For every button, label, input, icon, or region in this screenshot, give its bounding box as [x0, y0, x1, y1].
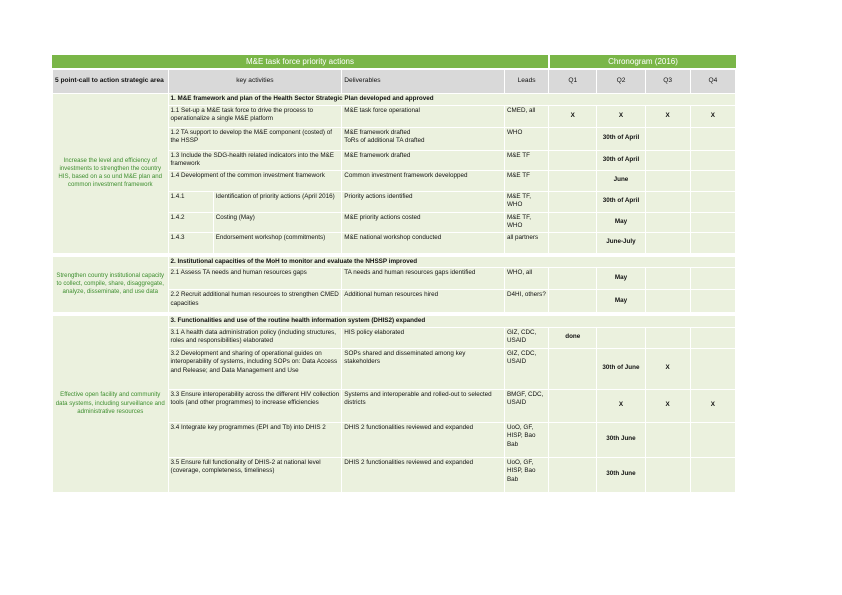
activity-cell: 1.4 Development of the common investment framework — [169, 171, 342, 191]
q1-cell — [549, 192, 596, 212]
header-row — [53, 70, 735, 93]
title-priority-actions: M&E task force priority actions — [52, 55, 548, 68]
q1-cell — [549, 268, 596, 289]
leads-cell: M&E TF — [505, 171, 548, 191]
strategic-area: Increase the level and efficiency of investments to strengthen the country HIS, based on a so und M&E plan and common investment framework — [53, 94, 168, 253]
header-q2: Q2 — [597, 70, 644, 93]
q1-cell — [549, 349, 596, 389]
leads-cell: CMED, all — [505, 106, 548, 127]
q4-cell — [691, 233, 735, 253]
q3-cell — [646, 458, 690, 492]
activity-cell: 3.2 Development and sharing of operational guides on interoperability of systems, including SOPs on: Data Access and Release; and Data Management and Use — [169, 349, 342, 389]
deliverable-cell: Additional human resources hired — [342, 290, 504, 312]
group-gap — [53, 254, 735, 256]
q3-cell — [646, 290, 690, 312]
header-q3: Q3 — [646, 70, 690, 93]
activity-cell: 3.5 Ensure full functionality of DHIS-2 at national level (coverage, completeness, timeliness) — [169, 458, 342, 492]
section-row — [53, 257, 735, 268]
deliverable-cell: Common investment framework developped — [342, 171, 504, 191]
q3-cell — [646, 213, 690, 232]
strategic-area: Strengthen country institutional capacity to collect, compile, share, disaggregate, analyze, disseminate, and use data — [53, 257, 168, 313]
leads-cell: WHO, all — [505, 268, 548, 289]
group-gap-cell — [53, 254, 735, 256]
q2-cell: X — [597, 390, 644, 422]
leads-cell: WHO — [505, 128, 548, 150]
activity-cell: 3.4 Integrate key programmes (EPI and Tb) into DHIS 2 — [169, 423, 342, 457]
activity-cell: 3.1 A health data administration policy (including structures, roles and responsibilities) elaborated — [169, 328, 342, 348]
q4-cell — [691, 423, 735, 457]
sub-activity-number: 1.4.3 — [169, 233, 213, 253]
q2-cell: May — [597, 213, 644, 232]
deliverable-cell: M&E framework drafted — [342, 151, 504, 170]
deliverable-cell: DHIS 2 functionalities reviewed and expanded — [342, 423, 504, 457]
leads-cell: GIZ, CDC, USAID — [505, 328, 548, 348]
q3-cell — [646, 171, 690, 191]
q2-cell: 30th of June — [597, 349, 644, 389]
leads-cell: all partners — [505, 233, 548, 253]
q2-cell — [597, 328, 644, 348]
activity-cell: 2.2 Recruit additional human resources to strengthen CMED capacities — [169, 290, 342, 312]
q2-cell: 30th of April — [597, 151, 644, 170]
leads-cell: M&E TF — [505, 151, 548, 170]
activity-cell: 1.3 Include the SDG-health related indicators into the M&E framework — [169, 151, 342, 170]
header-area: 5 point-call to action strategic area — [53, 70, 168, 93]
section-title: 3. Functionalities and use of the routine health information system (DHIS2) expanded — [169, 316, 736, 327]
sub-activity-number: 1.4.2 — [169, 213, 213, 232]
leads-cell: GIZ, CDC, USAID — [505, 349, 548, 389]
q3-cell — [646, 328, 690, 348]
leads-cell: D4HI, others? — [505, 290, 548, 312]
q4-cell — [691, 328, 735, 348]
q1-cell — [549, 290, 596, 312]
q1-cell — [549, 213, 596, 232]
q3-cell — [646, 192, 690, 212]
group-gap-cell — [53, 313, 735, 315]
q1-cell — [549, 171, 596, 191]
activity-cell: Endorsement workshop (commitments) — [214, 233, 342, 253]
q4-cell — [691, 349, 735, 389]
deliverable-cell: TA needs and human resources gaps identified — [342, 268, 504, 289]
q2-cell: May — [597, 290, 644, 312]
activity-cell: 3.3 Ensure interoperability across the different HIV collection tools (and other programmes) to increase efficiencies — [169, 390, 342, 422]
activity-cell: 1.2 TA support to develop the M&E component (costed) of the HSSP — [169, 128, 342, 150]
deliverable-cell: HIS policy elaborated — [342, 328, 504, 348]
q2-cell: 30th June — [597, 458, 644, 492]
section-row — [53, 316, 735, 327]
q1-cell — [549, 233, 596, 253]
q1-cell — [549, 423, 596, 457]
q4-cell — [691, 213, 735, 232]
deliverable-cell: M&E national workshop conducted — [342, 233, 504, 253]
q3-cell — [646, 233, 690, 253]
header-leads: Leads — [505, 70, 548, 93]
q4-cell — [691, 268, 735, 289]
q4-cell — [691, 171, 735, 191]
leads-cell: M&E TF, WHO — [505, 213, 548, 232]
header-activities: key activities — [169, 70, 342, 93]
activity-cell: Identification of priority actions (April 2016) — [214, 192, 342, 212]
header-q1: Q1 — [549, 70, 596, 93]
strategic-area: Effective open facility and community data systems, including surveillance and administrative resources — [53, 316, 168, 492]
header-q4: Q4 — [691, 70, 735, 93]
q2-cell: 30th of April — [597, 128, 644, 150]
leads-cell: UoO, GF, HISP, Bao Bab — [505, 423, 548, 457]
section-title: 2. Institutional capacities of the MoH to monitor and evaluate the NHSSP improved — [169, 257, 736, 268]
deliverable-cell: DHIS 2 functionalities reviewed and expanded — [342, 458, 504, 492]
header-deliverables: Deliverables — [342, 70, 504, 93]
section-row — [53, 94, 735, 105]
actions-table — [52, 69, 736, 493]
deliverable-cell: M&E task force operational — [342, 106, 504, 127]
q3-cell — [646, 423, 690, 457]
q1-cell — [549, 151, 596, 170]
q2-cell: June-July — [597, 233, 644, 253]
section-title: 1. M&E framework and plan of the Health Sector Strategic Plan developed and approved — [169, 94, 736, 105]
q2-cell: June — [597, 171, 644, 191]
sub-activity-number: 1.4.1 — [169, 192, 213, 212]
q3-cell: X — [646, 106, 690, 127]
q2-cell: 30th June — [597, 423, 644, 457]
title-chronogram: Chronogram (2016) — [550, 55, 736, 68]
q4-cell — [691, 192, 735, 212]
leads-cell: BMGF, CDC, USAID — [505, 390, 548, 422]
q4-cell — [691, 128, 735, 150]
q4-cell — [691, 290, 735, 312]
activity-cell: 1.1 Set-up a M&E task force to drive the process to operationalize a single M&E platform — [169, 106, 342, 127]
q3-cell — [646, 151, 690, 170]
deliverable-cell: SOPs shared and disseminated among key stakeholders — [342, 349, 504, 389]
q1-cell — [549, 458, 596, 492]
deliverable-cell: M&E priority actions costed — [342, 213, 504, 232]
activity-cell: Costing (May) — [214, 213, 342, 232]
q1-cell: done — [549, 328, 596, 348]
q4-cell: X — [691, 106, 735, 127]
q3-cell — [646, 268, 690, 289]
deliverable-cell: M&E framework drafted ToRs of additional TA drafted — [342, 128, 504, 150]
deliverable-cell: Priority actions identified — [342, 192, 504, 212]
q1-cell: X — [549, 106, 596, 127]
q3-cell: X — [646, 390, 690, 422]
q1-cell — [549, 128, 596, 150]
q2-cell: X — [597, 106, 644, 127]
leads-cell: M&E TF, WHO — [505, 192, 548, 212]
q2-cell: May — [597, 268, 644, 289]
q2-cell: 30th of April — [597, 192, 644, 212]
q1-cell — [549, 390, 596, 422]
activity-cell: 2.1 Assess TA needs and human resources gaps — [169, 268, 342, 289]
deliverable-cell: Systems and interoperable and rolled-out to selected districts — [342, 390, 504, 422]
q3-cell: X — [646, 349, 690, 389]
q4-cell — [691, 458, 735, 492]
q4-cell — [691, 151, 735, 170]
q3-cell — [646, 128, 690, 150]
leads-cell: UoO, GF, HISP, Bao Bab — [505, 458, 548, 492]
q4-cell: X — [691, 390, 735, 422]
group-gap — [53, 313, 735, 315]
